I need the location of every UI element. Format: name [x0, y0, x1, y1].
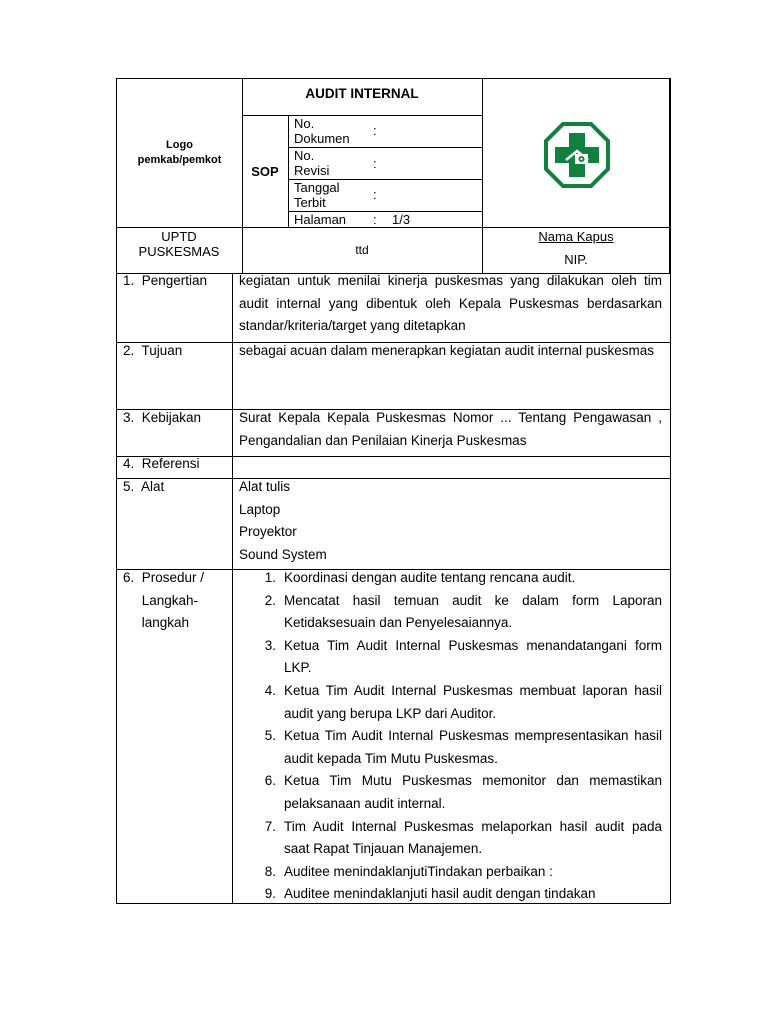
logo-placeholder: Logo pemkab/pemkot: [137, 139, 222, 166]
field-halaman-value: 1/3: [392, 212, 411, 227]
signature-ttd: ttd: [355, 243, 369, 257]
step-item: 3. Ketua Tim Audit Internal Puskesmas menandatangani form LKP.: [264, 637, 662, 676]
section-label-pengertian: 1. Pengertian: [123, 273, 208, 288]
field-tanggal-terbit-sep: :: [373, 187, 377, 202]
section-label-referensi: 4. Referensi: [123, 456, 200, 471]
alat-item: Proyektor: [239, 524, 297, 540]
field-halaman-label: Halaman: [294, 212, 347, 227]
step-text: Tim Audit Internal Puskesmas melaporkan hasil audit pada saat Rapat Tinjauan Manajemen.: [284, 818, 662, 857]
section-text-pengertian: kegiatan untuk menilai kinerja puskesmas yang dilakukan oleh tim audit internal yang dibentuk oleh Kepala Puskesmas berdasarkan standar/kriteria/target yang ditetapkan: [239, 273, 662, 334]
section-label-alat: 5. Alat: [123, 479, 165, 494]
field-halaman-sep: :: [373, 212, 377, 227]
step-item: 8. Auditee menindaklanjutiTindakan perbaikan :: [264, 863, 553, 879]
step-text: Koordinasi dengan audite tentang rencana audit.: [284, 570, 576, 585]
section-text-kebijakan: Surat Kepala Kepala Puskesmas Nomor ... Tentang Pengawasan , Pengandalian dan Penilaian Kinerja Puskesmas: [239, 410, 662, 448]
section-label-kebijakan: 3. Kebijakan: [123, 410, 202, 425]
step-item: 7. Tim Audit Internal Puskesmas melaporkan hasil audit pada saat Rapat Tinjauan Manajemen.: [264, 818, 662, 857]
alat-item: Sound System: [239, 546, 327, 562]
step-text: Ketua Tim Mutu Puskesmas memonitor dan memastikan pelaksanaan audit internal.: [284, 773, 662, 811]
puskesmas-logo-icon: [544, 122, 610, 188]
step-item: 2. Mencatat hasil temuan audit ke dalam form Laporan Ketidaksesuain dan Penyelesaiannya.: [264, 592, 662, 631]
step-item: 6. Ketua Tim Mutu Puskesmas memonitor dan memastikan pelaksanaan audit internal.: [264, 773, 662, 811]
step-item: 5. Ketua Tim Audit Internal Puskesmas mempresentasikan hasil audit kepada Tim Mutu Puskesmas.: [264, 728, 662, 766]
alat-item: Alat tulis: [239, 479, 291, 494]
section-label-tujuan: 2. Tujuan: [123, 343, 183, 358]
section-label-prosedur: 6. Prosedur / Langkah- langkah: [123, 570, 205, 631]
step-text: Ketua Tim Audit Internal Puskesmas menandatangani form LKP.: [284, 637, 662, 676]
step-text: Ketua Tim Audit Internal Puskesmas membuat laporan hasil audit yang berupa LKP dari Auditor.: [284, 682, 662, 721]
field-no-revisi-label: No. Revisi: [294, 148, 330, 178]
field-no-dokumen-label: No. Dokumen: [294, 116, 350, 146]
alat-list: [239, 476, 662, 566]
step-text: Mencatat hasil temuan audit ke dalam form Laporan Ketidaksesuain dan Penyelesaiannya.: [284, 592, 662, 631]
unit-name: UPTD PUSKESMAS: [138, 229, 220, 259]
step-text: Auditee menindaklanjuti hasil audit dengan tindakan: [284, 886, 596, 902]
step-item: 1. Koordinasi dengan audite tentang rencana audit.: [264, 570, 576, 585]
kapus-nip: NIP.: [564, 252, 588, 267]
step-item: 4. Ketua Tim Audit Internal Puskesmas membuat laporan hasil audit yang berupa LKP dari Auditor.: [264, 682, 662, 721]
step-text: Auditee menindaklanjutiTindakan perbaikan :: [284, 863, 553, 879]
field-tanggal-terbit-label: Tanggal Terbit: [294, 180, 340, 210]
field-no-dokumen-sep: :: [373, 123, 377, 138]
document-title: AUDIT INTERNAL: [305, 86, 419, 101]
kapus-name: Nama Kapus: [538, 229, 614, 244]
section-text-tujuan: sebagai acuan dalam menerapkan kegiatan audit internal puskesmas: [239, 343, 655, 358]
prosedur-steps: [254, 567, 662, 903]
field-no-revisi-sep: :: [373, 156, 377, 171]
alat-item: Laptop: [239, 501, 281, 517]
step-text: Ketua Tim Audit Internal Puskesmas mempresentasikan hasil audit kepada Tim Mutu Puskesmas.: [284, 728, 662, 766]
step-item: 9. Auditee menindaklanjuti hasil audit dengan tindakan: [264, 886, 596, 902]
sop-label: SOP: [251, 164, 279, 179]
